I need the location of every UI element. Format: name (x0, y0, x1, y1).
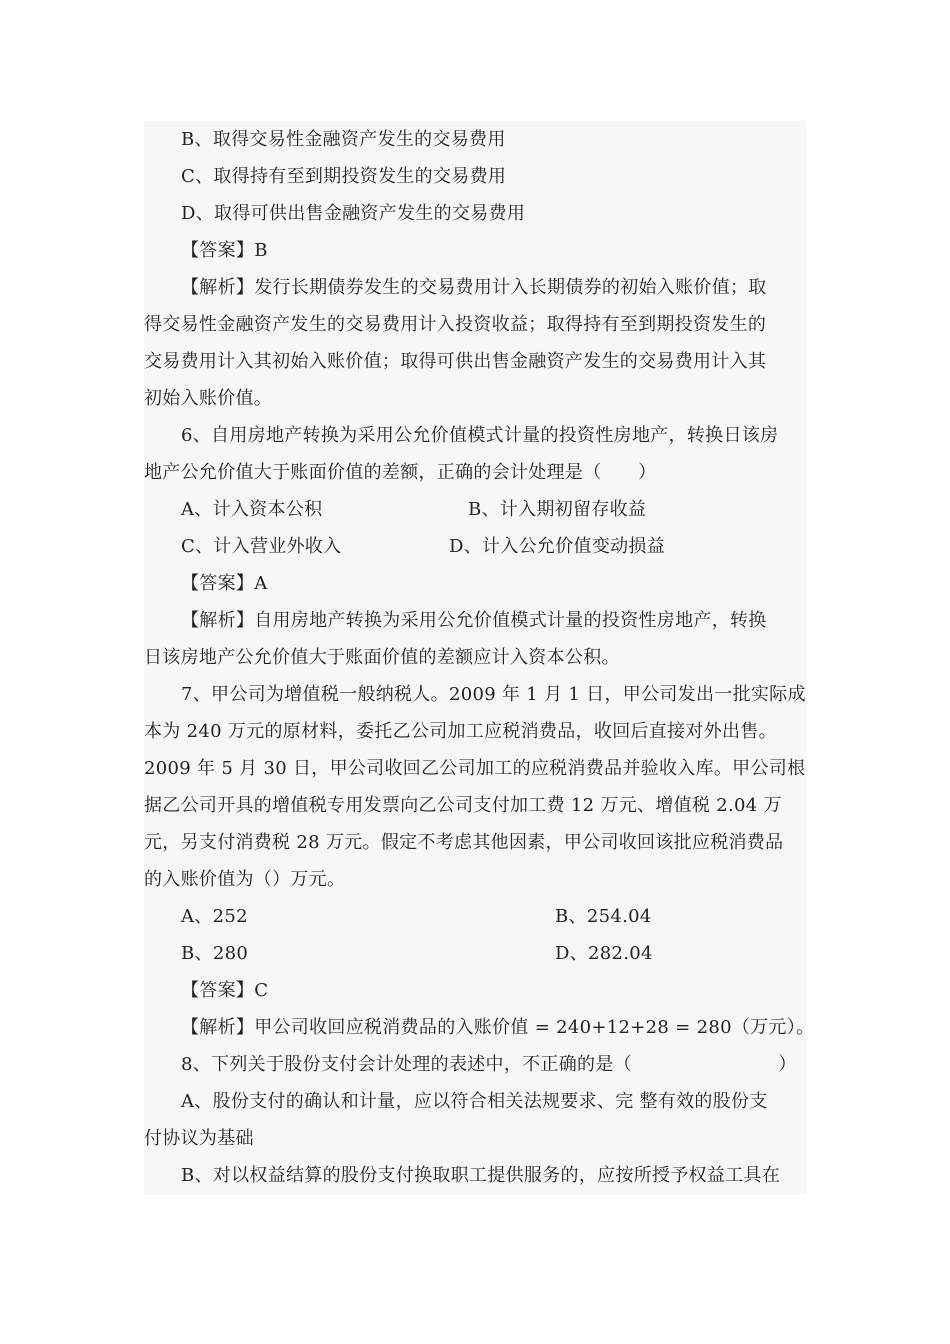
q7-stem-line-1: 7、甲公司为增值税一般纳税人。2009 年 1 月 1 日，甲公司发出一批实际成 (181, 684, 806, 705)
q5-option-c: C、取得持有至到期投资发生的交易费用 (181, 166, 507, 187)
q5-analysis-line-1: 【解析】发行长期债券发生的交易费用计入长期债券的初始入账价值；取 (181, 277, 767, 298)
q6-option-b: B、计入期初留存收益 (468, 499, 647, 520)
q6-analysis-line-2: 日该房地产公允价值大于账面价值的差额应计入资本公积。 (144, 647, 620, 668)
q5-analysis-line-4: 初始入账价值。 (144, 388, 273, 409)
q7-option-a: A、252 (181, 906, 248, 927)
q8-option-a-line-2: 付协议为基础 (144, 1128, 254, 1149)
q7-stem-line-4: 据乙公司开具的增值税专用发票向乙公司支付加工费 12 万元、增值税 2.04 万 (144, 795, 782, 816)
q6-option-a: A、计入资本公积 (181, 499, 323, 520)
q8-option-b-line-1: B、对以权益结算的股份支付换取职工提供服务的，应按所授予权益工具在 (181, 1165, 781, 1186)
q8-option-a-line-1: A、股份支付的确认和计量，应以符合相关法规要求、完 整有效的股份支 (181, 1091, 768, 1112)
q7-answer: 【答案】C (181, 980, 269, 1001)
document-page (144, 121, 815, 1195)
q5-analysis-line-3: 交易费用计入其初始入账价值；取得可供出售金融资产发生的交易费用计入其 (144, 351, 767, 372)
q7-option-b: B、254.04 (555, 906, 652, 927)
q7-stem-line-3: 2009 年 5 月 30 日，甲公司收回乙公司加工的应税消费品并验收入库。甲公司根 (144, 758, 806, 779)
q6-option-d: D、计入公允价值变动损益 (449, 536, 666, 557)
q7-option-c: B、280 (181, 943, 249, 964)
q5-option-b: B、取得交易性金融资产发生的交易费用 (181, 129, 506, 150)
q7-stem-line-6: 的入账价值为（）万元。 (144, 869, 346, 890)
q7-analysis-line-1: 【解析】甲公司收回应税消费品的入账价值 = 240+12+28 = 280（万元）。 (181, 1017, 815, 1038)
q8-stem-line-1: 8、下列关于股份支付会计处理的表述中，不正确的是（ ） (181, 1054, 797, 1075)
q6-answer: 【答案】A (181, 573, 268, 594)
q5-analysis-line-2: 得交易性金融资产发生的交易费用计入投资收益；取得持有至到期投资发生的 (144, 314, 767, 335)
q5-option-d: D、取得可供出售金融资产发生的交易费用 (181, 203, 526, 224)
q6-stem-line-1: 6、自用房地产转换为采用公允价值模式计量的投资性房地产，转换日该房 (181, 425, 779, 446)
q5-answer: 【答案】B (181, 240, 268, 261)
q6-stem-line-2: 地产公允价值大于账面价值的差额，正确的会计处理是（ ） (144, 462, 657, 483)
q6-option-c: C、计入营业外收入 (181, 536, 342, 557)
q7-option-d: D、282.04 (555, 943, 653, 964)
q7-stem-line-2: 本为 240 万元的原材料，委托乙公司加工应税消费品，收回后直接对外出售。 (144, 721, 777, 742)
q6-analysis-line-1: 【解析】自用房地产转换为采用公允价值模式计量的投资性房地产，转换 (181, 610, 767, 631)
q7-stem-line-5: 元，另支付消费税 28 万元。假定不考虑其他因素，甲公司收回该批应税消费品 (144, 832, 784, 853)
